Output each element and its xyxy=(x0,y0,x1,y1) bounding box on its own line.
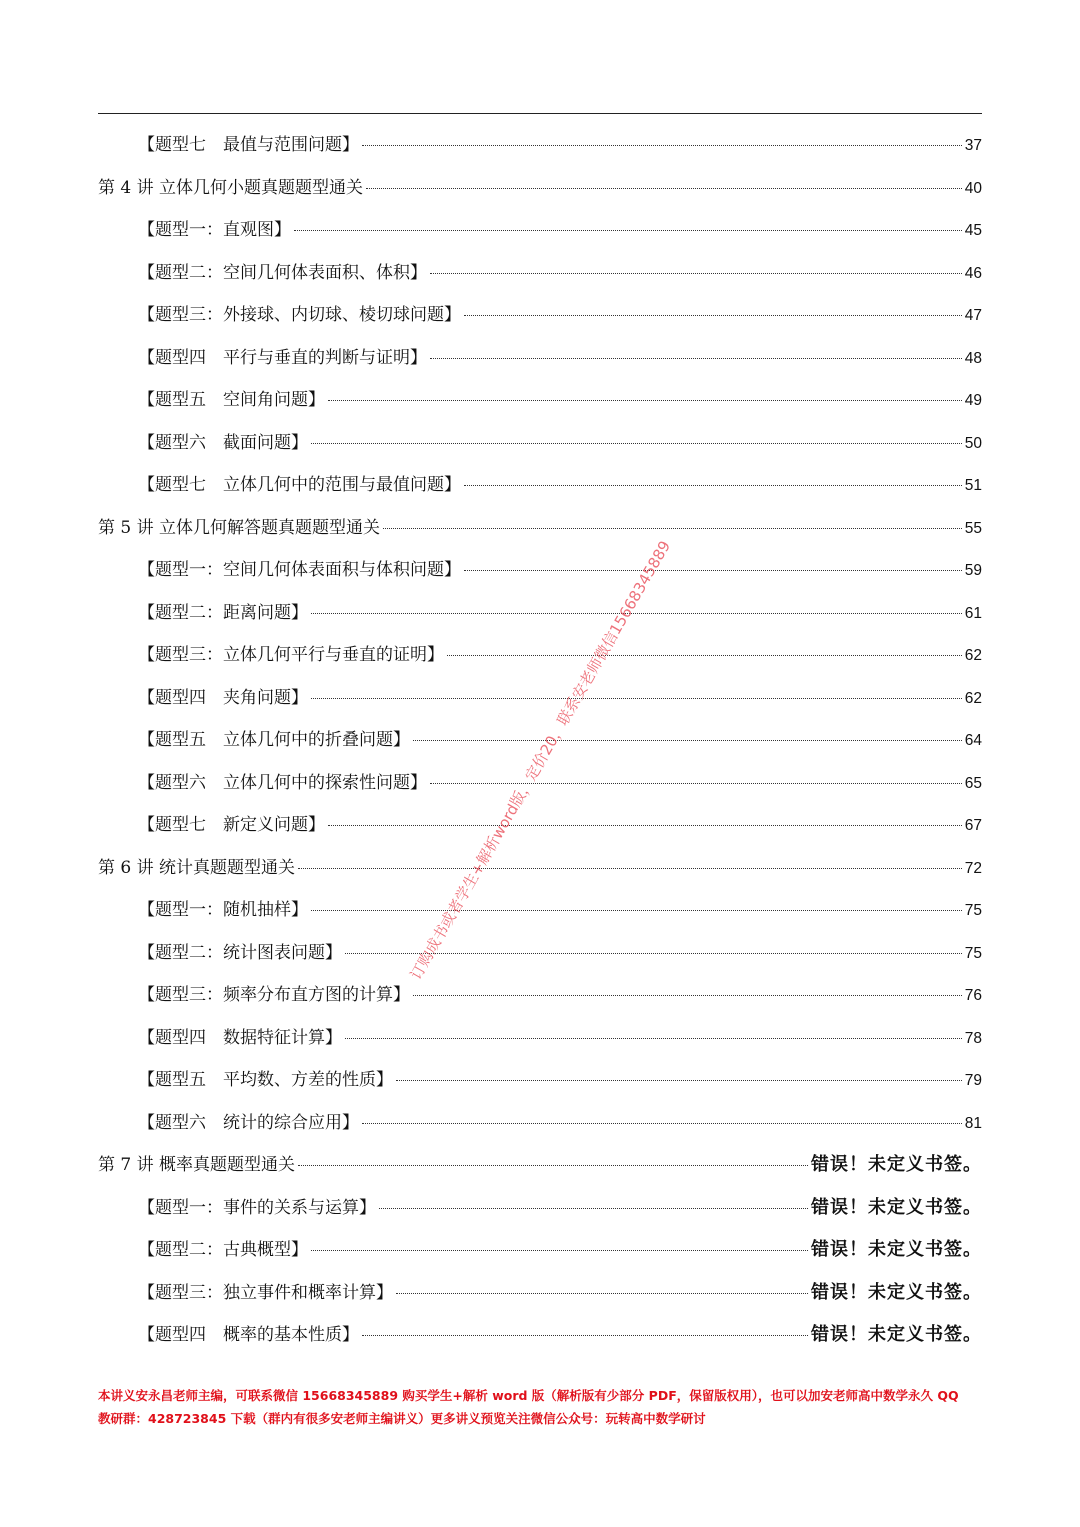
toc-entry-page: 59 xyxy=(964,562,982,579)
toc-entry-title: 【题型六 截面问题】 xyxy=(138,432,308,453)
toc-section-entry[interactable] xyxy=(98,470,982,513)
toc-section-entry[interactable] xyxy=(98,1320,982,1363)
toc-section-entry[interactable] xyxy=(98,428,982,471)
toc-section-entry[interactable] xyxy=(98,1235,982,1278)
dot-leader xyxy=(345,1038,962,1039)
dot-leader xyxy=(430,273,962,274)
toc-entry-page: 错误！未定义书签。 xyxy=(811,1239,982,1260)
toc-chapter-entry[interactable] xyxy=(98,853,982,896)
toc-chapter-entry[interactable] xyxy=(98,1150,982,1193)
dot-leader xyxy=(362,1335,808,1336)
toc-entry-page: 错误！未定义书签。 xyxy=(811,1324,982,1345)
toc-entry-title: 【题型六 统计的综合应用】 xyxy=(138,1112,359,1133)
toc-entry-page: 错误！未定义书签。 xyxy=(811,1281,982,1303)
dot-leader xyxy=(362,145,962,146)
dot-leader xyxy=(298,1165,808,1166)
dot-leader xyxy=(311,698,962,699)
dot-leader xyxy=(464,315,962,316)
dot-leader xyxy=(328,400,962,401)
footer-line-2: 教研群：428723845 下载（群内有很多安老师主编讲义）更多讲义预览关注微信公众号：玩转高中数学研讨 xyxy=(98,1411,706,1426)
toc-section-entry[interactable] xyxy=(98,1108,982,1151)
toc-section-entry[interactable] xyxy=(98,385,982,428)
toc-section-entry[interactable] xyxy=(98,343,982,386)
toc-entry-title: 【题型四 数据特征计算】 xyxy=(138,1027,342,1048)
toc-entry-page: 50 xyxy=(964,434,982,452)
toc-entry-title: 【题型二：距离问题】 xyxy=(138,602,308,623)
dot-leader xyxy=(383,528,962,529)
toc-section-entry[interactable] xyxy=(98,555,982,598)
toc-section-entry[interactable] xyxy=(98,1023,982,1066)
toc-section-entry[interactable] xyxy=(98,810,982,853)
dot-leader xyxy=(311,910,962,911)
dot-leader xyxy=(311,1250,808,1251)
toc-entry-title: 【题型七 新定义问题】 xyxy=(138,815,325,835)
toc-entry-title: 【题型一：直观图】 xyxy=(138,220,291,240)
toc-entry-title: 第 5 讲 立体几何解答题真题题型通关 xyxy=(98,517,381,538)
dot-leader xyxy=(413,995,962,996)
toc-entry-page: 错误！未定义书签。 xyxy=(811,1154,982,1175)
toc-section-entry[interactable] xyxy=(98,1278,982,1321)
toc-entry-page: 81 xyxy=(964,1114,982,1132)
dot-leader xyxy=(430,358,962,359)
dot-leader xyxy=(298,868,962,869)
toc-entry-title: 【题型四 平行与垂直的判断与证明】 xyxy=(138,347,427,368)
toc-entry-title: 第 4 讲 立体几何小题真题题型通关 xyxy=(98,177,364,198)
toc-entry-title: 【题型六 立体几何中的探索性问题】 xyxy=(138,772,427,793)
dot-leader xyxy=(430,783,962,784)
toc-entry-title: 【题型三：独立事件和概率计算】 xyxy=(138,1282,393,1303)
footer-line-1: 本讲义安永昌老师主编，可联系微信 15668345889 购买学生+解析 word 版（解析版有少部分 PDF，保留版权用），也可以加安老师高中数学永久 QQ xyxy=(98,1388,959,1403)
toc-entry-title: 第 7 讲 概率真题题型通关 xyxy=(98,1155,296,1175)
toc-entry-title: 【题型二：空间几何体表面积、体积】 xyxy=(138,262,427,283)
toc-chapter-entry[interactable] xyxy=(98,173,982,216)
toc-entry-title: 【题型一：空间几何体表面积与体积问题】 xyxy=(138,560,461,580)
toc-entry-page: 61 xyxy=(964,604,982,622)
toc-section-entry[interactable] xyxy=(98,938,982,981)
footer-note xyxy=(98,1384,982,1430)
dot-leader xyxy=(413,740,962,741)
dot-leader xyxy=(379,1208,808,1209)
toc-section-entry[interactable] xyxy=(98,598,982,641)
toc-section-entry[interactable] xyxy=(98,640,982,683)
dot-leader xyxy=(464,485,962,486)
toc-entry-page: 48 xyxy=(964,349,982,367)
toc-section-entry[interactable] xyxy=(98,300,982,343)
toc-entry-title: 【题型三：频率分布直方图的计算】 xyxy=(138,985,410,1005)
toc-entry-page: 79 xyxy=(964,1072,982,1089)
toc-entry-title: 【题型二：统计图表问题】 xyxy=(138,942,342,963)
dot-leader xyxy=(447,655,962,656)
toc-entry-page: 49 xyxy=(964,392,982,409)
toc-entry-title: 【题型二：古典概型】 xyxy=(138,1240,308,1260)
toc-entry-title: 【题型三：立体几何平行与垂直的证明】 xyxy=(138,645,444,665)
toc-section-entry[interactable] xyxy=(98,1065,982,1108)
toc-entry-page: 75 xyxy=(964,902,982,919)
toc-entry-page: 75 xyxy=(964,944,982,962)
dot-leader xyxy=(396,1293,808,1294)
toc-entry-title: 【题型七 立体几何中的范围与最值问题】 xyxy=(138,475,461,495)
toc-entry-page: 46 xyxy=(964,264,982,282)
dot-leader xyxy=(396,1080,962,1081)
dot-leader xyxy=(464,570,962,571)
toc-entry-page: 67 xyxy=(964,817,982,834)
toc-entry-page: 78 xyxy=(964,1029,982,1047)
toc-section-entry[interactable] xyxy=(98,683,982,726)
toc-section-entry[interactable] xyxy=(98,215,982,258)
dot-leader xyxy=(366,188,962,189)
header-rule xyxy=(98,113,982,114)
toc-section-entry[interactable] xyxy=(98,1193,982,1236)
toc-entry-page: 40 xyxy=(964,179,982,197)
toc-entry-title: 【题型五 立体几何中的折叠问题】 xyxy=(138,730,410,750)
toc-chapter-entry[interactable] xyxy=(98,513,982,556)
toc-entry-title: 【题型一：随机抽样】 xyxy=(138,900,308,920)
toc-entry-page: 47 xyxy=(964,307,982,324)
toc-entry-page: 55 xyxy=(964,519,982,537)
toc-entry-title: 【题型一：事件的关系与运算】 xyxy=(138,1197,376,1218)
toc-entry-title: 【题型五 平均数、方差的性质】 xyxy=(138,1070,393,1090)
toc-entry-page: 51 xyxy=(964,477,982,494)
dot-leader xyxy=(311,443,962,444)
toc-section-entry[interactable] xyxy=(98,980,982,1023)
toc-entry-page: 45 xyxy=(964,222,982,239)
toc-entry-title: 【题型四 夹角问题】 xyxy=(138,687,308,708)
toc-entry-title: 【题型五 空间角问题】 xyxy=(138,390,325,410)
toc-entry-page: 76 xyxy=(964,987,982,1004)
dot-leader xyxy=(294,230,962,231)
toc-section-entry[interactable] xyxy=(98,130,982,173)
toc-entry-title: 【题型四 概率的基本性质】 xyxy=(138,1325,359,1345)
toc-entry-page: 62 xyxy=(964,647,982,664)
toc-entry-page: 错误！未定义书签。 xyxy=(811,1196,982,1218)
toc-entry-page: 37 xyxy=(964,137,982,154)
toc-section-entry[interactable] xyxy=(98,895,982,938)
toc-entry-page: 65 xyxy=(964,774,982,792)
dot-leader xyxy=(362,1123,962,1124)
toc-entry-page: 64 xyxy=(964,732,982,749)
toc-entry-page: 62 xyxy=(964,689,982,707)
toc-section-entry[interactable] xyxy=(98,258,982,301)
toc-entry-page: 72 xyxy=(964,859,982,877)
toc-entry-title: 【题型三：外接球、内切球、棱切球问题】 xyxy=(138,305,461,325)
toc-entry-title: 【题型七 最值与范围问题】 xyxy=(138,135,359,155)
watermark: 订购成书或者学生+解析word版，定价20，联系安老师微信15668345889 xyxy=(406,537,675,983)
toc-entry-title: 第 6 讲 统计真题题型通关 xyxy=(98,857,296,878)
dot-leader xyxy=(328,825,962,826)
